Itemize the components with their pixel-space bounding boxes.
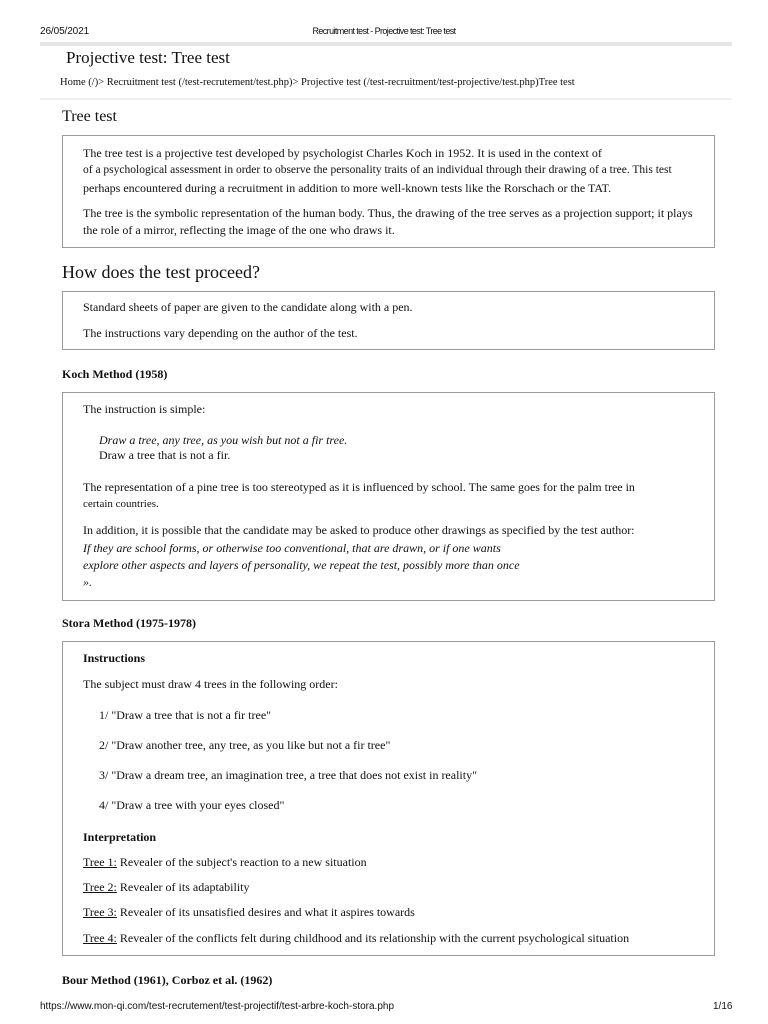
interpretation-label: Tree 2:: [83, 880, 117, 894]
stora-instructions-heading: Instructions: [83, 651, 146, 665]
intro-p2-line2: the role of a mirror, reflecting the image of the one who draws it.: [83, 223, 395, 237]
section-heading-koch: Koch Method (1958): [62, 367, 168, 381]
stora-item-4: 4/ "Draw a tree with your eyes closed": [99, 798, 285, 812]
stora-instructions-intro: The subject must draw 4 trees in the following order:: [83, 677, 338, 691]
breadcrumb[interactable]: Home (/)> Recruitment test (/test-recrutement/test.php)> Projective test (/test-recruitment/test-projective/test.php)Tree test: [60, 77, 575, 88]
stora-item-3: 3/ "Draw a dream tree, an imagination tree, a tree that does not exist in reality": [99, 768, 477, 782]
stora-item-1: 1/ "Draw a tree that is not a fir tree": [99, 708, 272, 722]
procedure-p1: Standard sheets of paper are given to the candidate along with a pen.: [83, 300, 413, 314]
intro-p1-line3: perhaps encountered during a recruitment in addition to more well-known tests like the Rorschach or the TAT.: [83, 181, 612, 195]
koch-p3-line1: In addition, it is possible that the candidate may be asked to produce other drawings as specified by the test author:: [83, 523, 635, 537]
interpretation-text: Revealer of the conflicts felt during childhood and its relationship with the current psychological situation: [116, 931, 630, 945]
koch-p3-italic-line2: explore other aspects and layers of personality, we repeat the test, possibly more than once: [83, 558, 520, 572]
interpretation-tree-1: [83, 854, 367, 871]
interpretation-text: Revealer of its adaptability: [116, 880, 250, 894]
interpretation-text: Revealer of its unsatisfied desires and what it aspires towards: [116, 905, 415, 919]
intro-p1-line2: of a psychological assessment in order to observe the personality traits of an individual through their drawing of a tree. This test: [83, 164, 672, 176]
interpretation-tree-2: [83, 879, 250, 896]
interpretation-label: Tree 1:: [83, 855, 117, 869]
interpretation-tree-4: [83, 930, 629, 947]
print-date: 26/05/2021: [40, 26, 90, 37]
koch-p3-italic-line3: ».: [83, 575, 92, 589]
print-header-title: Recruitment test - Projective test: Tree test: [312, 26, 456, 36]
interpretation-text: Revealer of the subject's reaction to a new situation: [116, 855, 367, 869]
koch-quote-plain: Draw a tree that is not a fir.: [99, 448, 231, 462]
intro-p1-line1: The tree test is a projective test developed by psychologist Charles Koch in 1952. It is used in the context of: [83, 146, 602, 160]
koch-quote-italic: Draw a tree, any tree, as you wish but not a fir tree.: [99, 433, 348, 447]
koch-p3-italic-line1: If they are school forms, or otherwise too conventional, that are drawn, or if one wants: [83, 541, 501, 555]
interpretation-tree-3: [83, 904, 415, 921]
intro-p2-line1: The tree is the symbolic representation of the human body. Thus, the drawing of the tree serves as a projection support; it plays: [83, 206, 693, 220]
section-heading-stora: Stora Method (1975-1978): [62, 616, 196, 630]
page-title: Projective test: Tree test: [66, 48, 230, 67]
koch-p2-line1: The representation of a pine tree is too stereotyped as it is influenced by school. The same goes for the palm tree in: [83, 480, 635, 494]
footer-url[interactable]: https://www.mon-qi.com/test-recrutement/test-projectif/test-arbre-koch-stora.php: [40, 1001, 395, 1012]
koch-intro: The instruction is simple:: [83, 402, 206, 416]
interpretation-label: Tree 3:: [83, 905, 117, 919]
stora-interpretation-heading: Interpretation: [83, 830, 157, 844]
breadcrumb-divider: [40, 98, 732, 100]
stora-item-2: 2/ "Draw another tree, any tree, as you like but not a fir tree": [99, 738, 391, 752]
koch-p2-line2: certain countries.: [83, 498, 159, 510]
section-heading-bour: Bour Method (1961), Corboz et al. (1962): [62, 973, 273, 987]
section-heading-procedure: How does the test proceed?: [62, 262, 260, 282]
top-divider: [40, 42, 732, 46]
footer-page-number: 1/16: [713, 1001, 733, 1012]
procedure-p2: The instructions vary depending on the author of the test.: [83, 326, 358, 340]
section-heading-tree-test: Tree test: [62, 108, 117, 125]
interpretation-label: Tree 4:: [83, 931, 117, 945]
